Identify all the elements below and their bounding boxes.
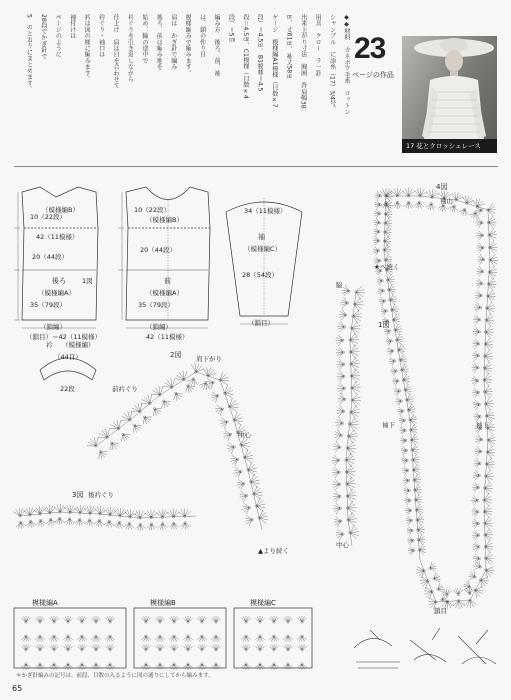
back-bottom: （鎖編） xyxy=(40,323,66,331)
instruction-column: ◆◆材料 カネボウ毛糸 コットン xyxy=(343,14,350,115)
fig2-center: 中心 xyxy=(238,431,251,439)
fig4-mid: 袖下 xyxy=(476,421,489,429)
sleeve-title: 袖 xyxy=(258,233,265,241)
instruction-column: 始め、輪の途中で xyxy=(140,14,148,64)
swatch-lace xyxy=(21,616,306,670)
front-bottom: （鎖編） xyxy=(146,323,172,331)
page-number: 65 xyxy=(12,684,23,693)
sleeve-pattern: （模様編C） xyxy=(244,245,282,253)
back-len-3: 10（22段） xyxy=(30,213,67,221)
pattern-number: 23 xyxy=(354,32,386,65)
instruction-column: ゲージ 模様編A1模様（目数×7 xyxy=(270,14,278,108)
fig2-neck: 前衿ぐり xyxy=(112,385,138,393)
instruction-column: 編み方 後ろ、前、袖 xyxy=(213,14,221,76)
front-title: 前 xyxy=(164,277,171,285)
instruction-column: 袖付けは xyxy=(68,14,76,39)
sleeve-len: 28（54段） xyxy=(242,271,279,279)
swatch-a-title: 模様編A xyxy=(32,599,58,607)
fig4-top: 袖山 xyxy=(440,197,453,205)
fig2-label: 2図 xyxy=(170,351,182,359)
instruction-column: 段）＝4.5㎝、B1模様＝4.5 xyxy=(256,14,264,92)
front-width-bottom: 42（11模様） xyxy=(146,333,189,341)
fig1b-side: 脇 xyxy=(336,281,343,289)
instruction-column: 段）＝5㎝ xyxy=(227,14,235,43)
instruction-column: 5 のとおりにまとめます。 xyxy=(25,14,33,93)
swatch-c-title: 模様編C xyxy=(250,599,276,607)
back-len-2: 20（44段） xyxy=(32,253,69,261)
instruction-column: 用具 クロー ラ一針 xyxy=(314,14,322,76)
sleeve-top-width: 34（11模様） xyxy=(244,207,287,215)
swatch-b-title: 模様編B xyxy=(150,599,176,607)
pattern-number-caption: ページの作品 xyxy=(352,71,394,79)
collar-row: （44目） xyxy=(54,353,82,361)
fig3-label: 3図 xyxy=(72,491,84,499)
instruction-column: ページのように xyxy=(54,14,62,58)
instruction-column: ㎝、丈61㎝、袖丈58㎝ xyxy=(285,14,293,80)
sleeve-bottom: （鎖目） xyxy=(248,319,274,327)
technique-illustrations xyxy=(354,628,496,668)
instruction-column: は、鎖の作り目 xyxy=(198,14,206,58)
collar-outline xyxy=(40,358,96,380)
instruction-column: 衿ぐり・袖口は xyxy=(97,14,105,58)
back-fig-num: 1図 xyxy=(82,277,93,285)
front-pattern-label: （模様編A） xyxy=(146,289,183,297)
photo-caption: 17 花とクロッシェレース xyxy=(402,139,497,153)
collar-bottom: 22段 xyxy=(60,385,75,393)
fig1b-label: 1図 xyxy=(378,321,390,329)
fig2-shoulder: 肩下がり xyxy=(196,355,222,363)
instruction-column: 段＝4.5㎝、C1模様（目数×4 xyxy=(241,14,249,99)
fig3-lace-band xyxy=(13,504,196,531)
back-len-1: 35（79段） xyxy=(30,301,67,309)
front-yoke-label: （模様編B） xyxy=(146,216,183,224)
instruction-column: 模様編みで編みます。 xyxy=(184,14,192,76)
instruction-column: 仕上げ 肩は目を合わせて xyxy=(112,14,120,89)
fig4-note: ★へ続く xyxy=(374,263,400,271)
front-len-3: 10（22段） xyxy=(134,206,171,214)
fig4-lace-strip xyxy=(373,188,498,610)
back-width-bottom: （鎖目）＝42（11模様） xyxy=(26,333,102,341)
swatch-b-box xyxy=(134,608,226,668)
instruction-column: 28段でかぎ針で xyxy=(39,14,47,60)
instruction-column: シャンブル に添糸（17）3/4号、 xyxy=(328,14,336,113)
fig2-left-mark: ▲より続く xyxy=(258,547,289,555)
fig1b-lace-strip xyxy=(332,285,365,546)
back-title: 後ろ xyxy=(52,277,66,285)
front-len-1: 35（79段） xyxy=(138,301,175,309)
back-yoke-label: （模様編B） xyxy=(42,206,79,214)
instruction-column: 衿は図の様に編みます。 xyxy=(83,14,91,83)
footnote: ＊かぎ針編みの記号は、前段、目数の入るように図の通りにしてから編みます。 xyxy=(16,673,214,679)
back-top-width: 42（11模様） xyxy=(36,233,79,241)
fig4-bottom: 鎖目 xyxy=(434,607,447,615)
instruction-column: 後ろ、前は編み地を xyxy=(155,14,163,70)
fig1b-mid: 袖下 xyxy=(382,421,395,429)
instruction-column: 出来上がり寸法 胸囲 背肩幅38 xyxy=(299,14,307,109)
instruction-column: 肩は かぎ針で編み xyxy=(169,14,177,70)
fig1b-center: 中心 xyxy=(336,541,349,549)
collar-subtitle: （模様編） xyxy=(62,341,95,349)
front-len-2: 20（44段） xyxy=(140,246,177,254)
instruction-column: 衿ぐりを引き返しながら xyxy=(126,14,134,83)
back-pattern-label: （模様編A） xyxy=(38,289,75,297)
fig4-label: 4図 xyxy=(436,183,448,191)
collar-title: 衿 xyxy=(46,341,53,349)
fig3-title: 後衿ぐり xyxy=(88,491,114,499)
